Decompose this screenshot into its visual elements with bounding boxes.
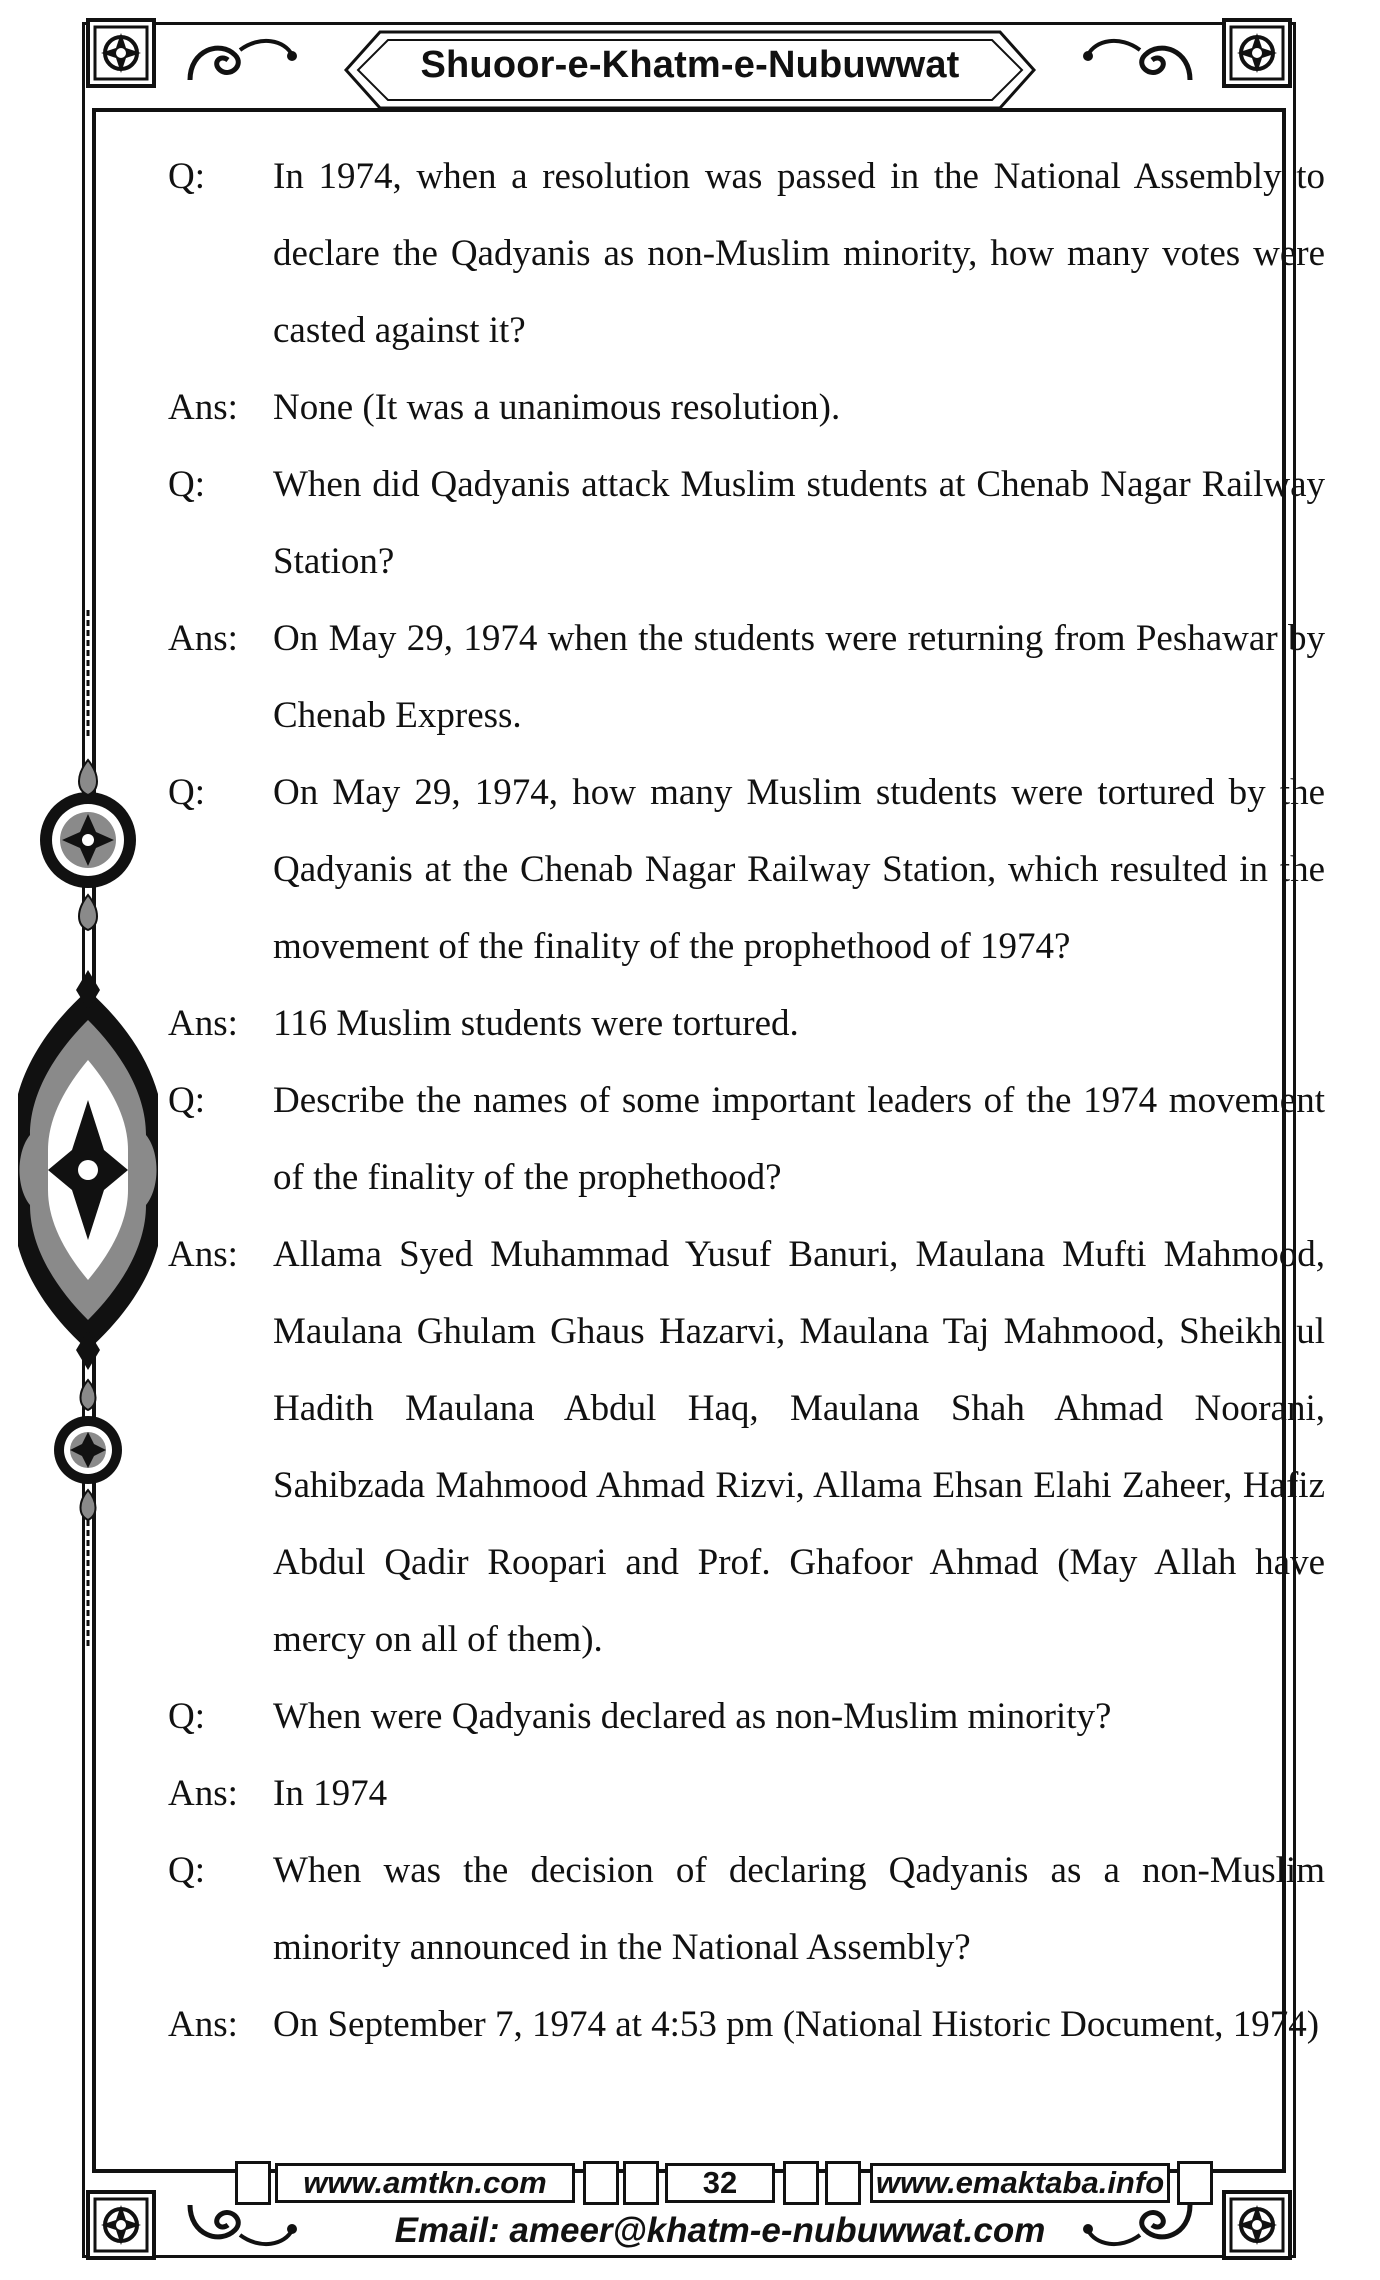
qa-label: Ans:	[168, 618, 238, 659]
scroll-flourish-icon	[1080, 30, 1200, 90]
qa-text: When did Qadyanis attack Muslim students at Chenab Nagar Railway Station?	[273, 464, 1325, 582]
qa-text: In 1974	[273, 1773, 388, 1814]
corner-ornament-icon	[86, 2190, 156, 2260]
qa-text: On May 29, 1974, how many Muslim students were tortured by the Qadyanis at the Chenab Nagar Railway Station, which resulted in the movement of the finality of the prophethood of 1974?	[273, 772, 1325, 967]
qa-item	[168, 1062, 1326, 1216]
qa-label: Ans:	[168, 1234, 238, 1275]
contact-email[interactable]: Email: ameer@khatm-e-nubuwwat.com	[394, 2211, 1046, 2250]
qa-label: Q:	[168, 1850, 205, 1891]
qa-text: When were Qadyanis declared as non-Muslim minority?	[273, 1696, 1112, 1737]
page-footer	[225, 2155, 1215, 2275]
qa-text: When was the decision of declaring Qadyanis as a non-Muslim minority announced in the National Assembly?	[273, 1850, 1325, 1968]
qa-item	[168, 1755, 1326, 1832]
qa-item	[168, 446, 1326, 600]
corner-ornament-icon	[1222, 2190, 1292, 2260]
website-link-emaktaba[interactable]: www.emaktaba.info	[870, 2163, 1170, 2203]
knot-ornament-icon	[235, 2161, 271, 2205]
knot-ornament-icon	[583, 2161, 619, 2205]
knot-ornament-icon	[825, 2161, 861, 2205]
knot-ornament-icon	[783, 2161, 819, 2205]
qa-label: Ans:	[168, 1003, 238, 1044]
qa-text: On September 7, 1974 at 4:53 pm (National Historic Document, 1974)	[273, 2004, 1320, 2045]
qa-item	[168, 985, 1326, 1062]
qa-item	[168, 138, 1326, 369]
corner-ornament-icon	[1222, 18, 1292, 88]
qa-text: On May 29, 1974 when the students were returning from Peshawar by Chenab Express.	[273, 618, 1325, 736]
qa-label: Ans:	[168, 2004, 238, 2045]
knot-ornament-icon	[1177, 2161, 1213, 2205]
qa-text: None (It was a unanimous resolution).	[273, 387, 841, 428]
header-banner	[340, 26, 1040, 114]
qa-item	[168, 1216, 1326, 1678]
qa-list	[168, 138, 1326, 2063]
knot-ornament-icon	[623, 2161, 659, 2205]
scroll-flourish-icon	[180, 30, 300, 90]
page-number: 32	[665, 2163, 775, 2203]
qa-item	[168, 1986, 1326, 2063]
qa-item	[168, 1832, 1326, 1986]
qa-label: Q:	[168, 772, 205, 813]
qa-label: Q:	[168, 464, 205, 505]
website-link-amtkn[interactable]: www.amtkn.com	[275, 2163, 575, 2203]
qa-text: 116 Muslim students were tortured.	[273, 1003, 799, 1044]
qa-text: In 1974, when a resolution was passed in the National Assembly to declare the Qadyanis as non-Muslim minority, how many votes were casted against it?	[273, 156, 1325, 351]
page-title: Shuoor-e-Khatm-e-Nubuwwat	[420, 44, 960, 86]
corner-ornament-icon	[86, 18, 156, 88]
qa-item	[168, 600, 1326, 754]
qa-text: Describe the names of some important leaders of the 1974 movement of the finality of the prophethood?	[273, 1080, 1325, 1198]
qa-label: Q:	[168, 1696, 205, 1737]
qa-label: Ans:	[168, 1773, 238, 1814]
qa-text: Allama Syed Muhammad Yusuf Banuri, Maulana Mufti Mahmood, Maulana Ghulam Ghaus Hazarvi, Maulana Taj Mahmood, Sheikh ul Hadith Maulana Abdul Haq, Maulana Shah Ahmad Noorani, Sahibzada Mahmood Ahmad Rizvi, Allama Ehsan Elahi Zaheer, Hafiz Abdul Qadir Roopari and Prof. Ghafoor Ahmad (May Allah have mercy on all of them).	[273, 1234, 1325, 1660]
qa-item	[168, 369, 1326, 446]
qa-label: Ans:	[168, 387, 238, 428]
arabesque-ornament-icon	[18, 610, 158, 1650]
qa-item	[168, 754, 1326, 985]
qa-label: Q:	[168, 1080, 205, 1121]
qa-label: Q:	[168, 156, 205, 197]
qa-item	[168, 1678, 1326, 1755]
